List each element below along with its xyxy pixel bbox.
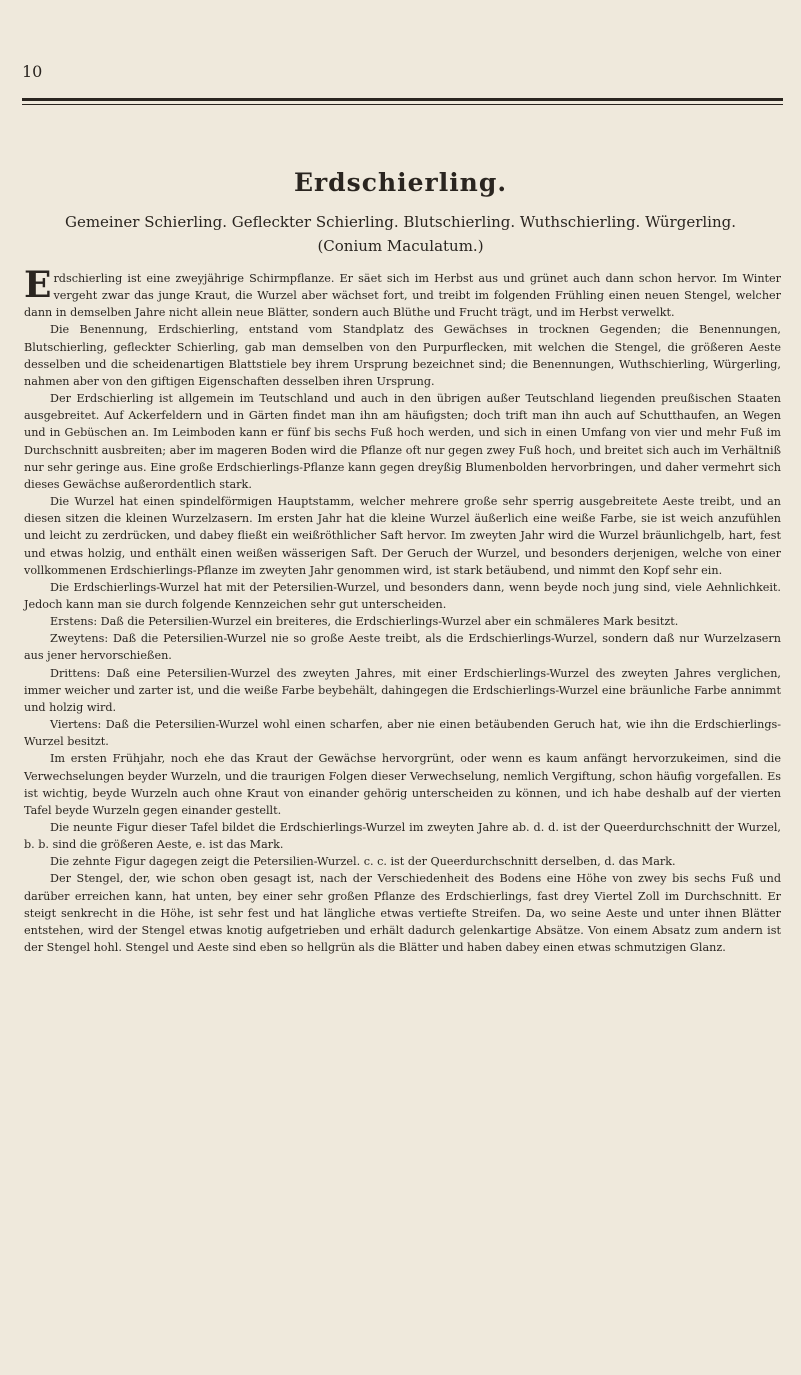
body-text bbox=[24, 264, 781, 956]
header-rule bbox=[22, 98, 783, 101]
drop-cap: E bbox=[24, 264, 52, 306]
paragraph: Drittens: Daß eine Petersilien-Wurzel des zweyten Jahres, mit einer Erdschierlings-Wurzel des zweyten Jahres verglichen, immer weicher und zarter ist, und die weiße Farbe beybehält, dahingegen die Erdschierlings-Wurzel eine bräunliche Farbe annimmt und holzig wird. bbox=[24, 666, 781, 714]
page-number: 10 bbox=[22, 62, 43, 81]
section-subtitle: Gemeiner Schierling. Gefleckter Schierling. Blutschierling. Wuthschierling. Würgerling. (Conium Maculatum.) bbox=[64, 213, 737, 255]
paragraph: Die Wurzel hat einen spindelförmigen Hauptstamm, welcher mehrere große sehr sperrig ausgebreitete Aeste treibt, und an diesen sitzen die kleinen Wurzelzasern. Im ersten Jahr hat die kleine Wurzel äußerlich eine weiße Farbe, sie ist weich anzufühlen und leicht zu zerdrücken, und dabey fließt ein weißröthlicher Saft hervor. Im zweyten Jahr wird die Wurzel bräunlichgelb, hart, fest und etwas holzig, und enthält einen weißen wässerigen Saft. Der Geruch der Wurzel, und besonders derjenigen, welche von einer vollkommenen Erdschierlings-Pflanze im zweyten Jahr genommen wird, ist stark betäubend, und nimmt den Kopf sehr ein. bbox=[24, 495, 781, 577]
paragraph: Die Benennung, Erdschierling, entstand vom Standplatz des Gewächses in trocknen Gegenden; die Benennungen, Blutschierling, gefleckter Schierling, gab man demselben von den Purpurflecken, mit welchen die Stengel, die größeren Aeste desselben und die scheidenartigen Blattstiele bey ihrem Ursprung bezeichnet sind; die Benennungen, Wuthschierling, Würgerling, nahmen aber von den giftigen Eigenschaften desselben ihren Ursprung. bbox=[24, 323, 781, 388]
paragraph: Viertens: Daß die Petersilien-Wurzel wohl einen scharfen, aber nie einen betäubenden Geruch hat, wie ihn die Erdschierlings-Wurzel besitzt. bbox=[24, 718, 781, 749]
section-title: Erdschierling. bbox=[293, 168, 508, 197]
paragraph: Erstens: Daß die Petersilien-Wurzel ein breiteres, die Erdschierlings-Wurzel aber ein schmäleres Mark besitzt. bbox=[50, 615, 679, 629]
paragraph: Zweytens: Daß die Petersilien-Wurzel nie so große Aeste treibt, als die Erdschierlings-Wurzel, sondern daß nur Wurzelzasern aus jener hervorschießen. bbox=[24, 632, 781, 663]
paragraph: Die zehnte Figur dagegen zeigt die Petersilien-Wurzel. c. c. ist der Queerdurchschnitt derselben, d. das Mark. bbox=[50, 855, 676, 869]
paragraph: Im ersten Frühjahr, noch ehe das Kraut der Gewächse hervorgrünt, oder wenn es kaum anfängt hervorzukeimen, sind die Verwechselungen beyder Wurzeln, und die traurigen Folgen dieser Verwechselung, nemlich Vergiftung, schon häufig vorgefallen. Es ist wichtig, beyde Wurzeln auch ohne Kraut von einander gehörig unterscheiden zu können, und ich habe deshalb auf der vierten Tafel beyde Wurzeln gegen einander gestellt. bbox=[24, 752, 781, 817]
paragraph: Der Erdschierling ist allgemein im Teutschland und auch in den übrigen außer Teutschland liegenden preußischen Staaten ausgebreitet. Auf Ackerfeldern und in Gärten findet man ihn am häufigsten; doch trift man ihn auch auf Schutthaufen, an Wegen und in Gebüschen an. Im Leimboden kann er fünf bis sechs Fuß hoch werden, und sich in einen Umfang von vier und mehr Fuß im Durchschnitt ausbreiten; aber im mageren Boden wird die Pflanze oft nur gegen zwey Fuß hoch, und breitet sich auch im Verhältniß nur sehr geringe aus. Eine große Erdschierlings-Pflanze kann gegen dreyßig Blumenbolden hervorbringen, und daher vermehrt sich dieses Gewächse außerordentlich stark. bbox=[24, 392, 781, 491]
paragraph: Erdschierling ist eine zweyjährige Schirmpflanze. Er säet sich im Herbst aus und grünet auch dann schon hervor. Im Winter vergeht zwar das junge Kraut, die Wurzel aber wächset fort, und treibt im folgenden Frühling einen neuen Stengel, welcher dann in demselben Jahre nicht allein neue Blätter, sondern auch Blüthe und Frucht trägt, und im Herbst verwelkt. bbox=[24, 264, 781, 320]
header-rule-thin bbox=[22, 104, 783, 105]
paragraph: Die neunte Figur dieser Tafel bildet die Erdschierlings-Wurzel im zweyten Jahre ab. d. d. ist der Queerdurchschnitt der Wurzel, b. b. sind die größeren Aeste, e. ist das Mark. bbox=[24, 821, 781, 852]
paragraph: Die Erdschierlings-Wurzel hat mit der Petersilien-Wurzel, und besonders dann, wenn beyde noch jung sind, viele Aehnlichkeit. Jedoch kann man sie durch folgende Kennzeichen sehr gut unterscheiden. bbox=[24, 580, 781, 611]
paragraph: Der Stengel, der, wie schon oben gesagt ist, nach der Verschiedenheit des Bodens eine Höhe von zwey bis sechs Fuß und darüber erreichen kann, hat unten, bey einer sehr großen Pflanze des Erdschierlings, fast drey Viertel Zoll im Durchschnitt. Er steigt senkrecht in die Höhe, ist sehr fest und hat längliche etwas vertiefte Streifen. Da, wo seine Aeste und unter ihnen Blätter entstehen, wird der Stengel etwas knotig aufgetrieben und erhält dadurch gelenkartige Absätze. Von einem Absatz zum andern ist der Stengel hohl. Stengel und Aeste sind eben so hellgrün als die Blätter und haben dabey einen etwas schmutzigen Glanz. bbox=[24, 872, 781, 955]
